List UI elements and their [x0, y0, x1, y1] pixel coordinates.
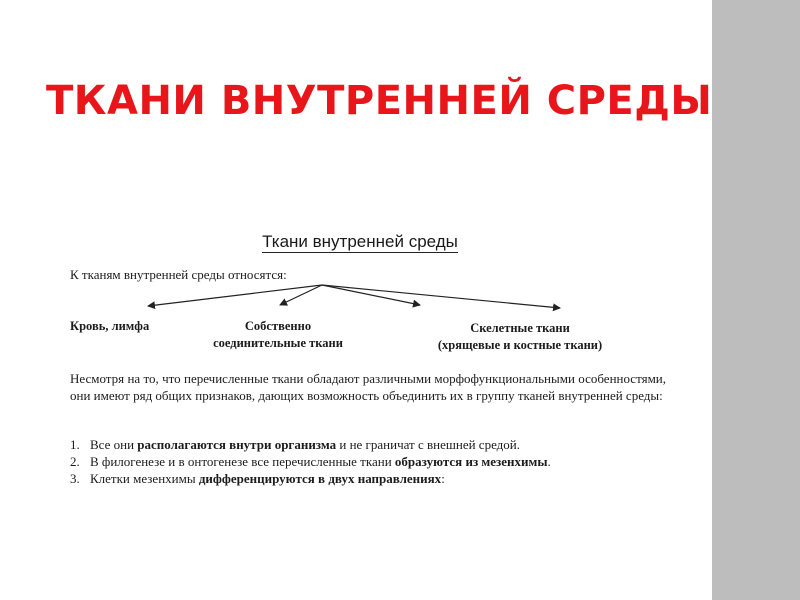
list-text-tail: и не граничат с внешней средой.: [336, 437, 520, 452]
list-item: [70, 436, 551, 453]
category-label: Скелетные ткани: [470, 321, 570, 335]
category-skeletal-tissue: [420, 320, 620, 354]
list-text: Все они: [90, 437, 138, 452]
list-number: 1.: [70, 437, 80, 452]
scanned-document: [60, 226, 680, 506]
body-paragraph: Несмотря на то, что перечисленные ткани обладают различными морфофункциональными особенностями, они имеют ряд общих признаков, дающих возможность объединить их в группу тканей внутренней среды:: [70, 371, 666, 403]
arrow-to-blood: [148, 285, 322, 306]
arrow-to-skeletal-outer: [322, 285, 560, 308]
category-connective-tissue: [198, 318, 358, 352]
slide-title: ТКАНИ ВНУТРЕННЕЙ СРЕДЫ: [46, 78, 713, 124]
list-text: Клетки мезенхимы: [90, 471, 199, 486]
list-item: [70, 453, 551, 470]
gray-side-panel: [712, 0, 800, 600]
list-number: 3.: [70, 471, 80, 486]
category-sublabel: (хрящевые и костные ткани): [437, 338, 603, 352]
list-text: В филогенезе и в онтогенезе все перечисленные ткани: [90, 454, 395, 469]
category-label: Собственно: [244, 319, 312, 333]
list-emphasis: дифференцируются в двух направлениях: [198, 471, 442, 486]
category-label: Кровь, лимфа: [70, 319, 150, 333]
list-number: 2.: [70, 454, 80, 469]
list-emphasis: образуются из мезенхимы: [394, 454, 548, 469]
arrow-to-skeletal-inner: [322, 285, 420, 305]
features-list: [70, 436, 551, 487]
document-heading: [60, 232, 660, 252]
category-sublabel: соединительные ткани: [213, 336, 343, 350]
intro-line: К тканям внутренней среды относятся:: [70, 267, 287, 282]
category-blood-lymph: [70, 318, 149, 335]
list-text-tail: .: [547, 454, 551, 469]
document-heading-text: Ткани внутренней среды: [262, 232, 458, 251]
list-text-tail: :: [441, 471, 445, 486]
list-item: [70, 470, 551, 487]
list-emphasis: располагаются внутри организма: [137, 437, 337, 452]
